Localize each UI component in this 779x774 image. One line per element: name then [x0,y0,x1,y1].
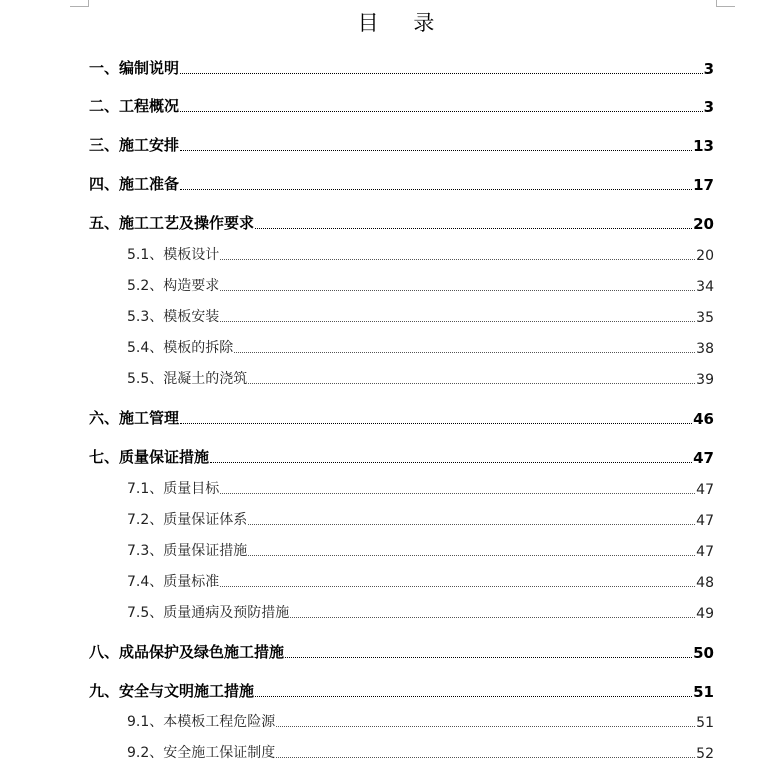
toc-subentry[interactable] [127,275,714,295]
toc-entry-label: 六、施工管理 [89,409,180,427]
toc-page-number: 3 [703,98,714,116]
toc-entry-label: 五、施工工艺及操作要求 [89,214,255,232]
toc-entry-label: 一、编制说明 [89,59,180,77]
toc-subentry[interactable] [127,540,714,560]
toc-leader-dots [220,320,695,322]
toc-page-number: 34 [696,279,714,295]
toc-leader-dots [220,289,695,291]
toc-leader-dots [255,227,692,229]
toc-page-number: 49 [696,606,714,622]
toc-page-number: 35 [696,310,714,326]
toc-entry-label: 5.4、模板的拆除 [127,340,234,356]
toc-subentry[interactable] [127,306,714,326]
toc-entry-label: 7.2、质量保证体系 [127,512,248,528]
toc-page-number: 47 [696,544,714,560]
toc-page-number: 51 [693,683,714,701]
toc-page-number: 20 [696,248,714,264]
toc-entry-label: 7.3、质量保证措施 [127,543,248,559]
toc-entry-label: 八、成品保护及绿色施工措施 [89,643,285,661]
toc-entry[interactable] [89,446,714,467]
toc-subentry[interactable] [127,571,714,591]
page-corner-mark-left [70,0,89,7]
toc-leader-dots [210,461,692,463]
toc-entry[interactable] [89,212,714,233]
toc-leader-dots [285,656,692,658]
toc-leader-dots [180,422,692,424]
toc-leader-dots [220,585,695,587]
toc-entry-label: 7.1、质量目标 [127,481,220,497]
toc-subentry[interactable] [127,509,714,529]
toc-page-number: 48 [696,575,714,591]
toc-subentry[interactable] [127,368,714,388]
toc-entry-label: 5.2、构造要求 [127,278,220,294]
toc-leader-dots [180,110,703,112]
toc-page-number: 17 [693,176,714,194]
toc-subentry[interactable] [127,337,714,357]
toc-entry-label: 5.5、混凝土的浇筑 [127,371,248,387]
toc-entry-label: 9.1、本模板工程危险源 [127,714,276,730]
toc-entry[interactable] [89,641,714,662]
toc-entry-label: 7.5、质量通病及预防措施 [127,605,290,621]
toc-entry-label: 七、质量保证措施 [89,448,210,466]
toc-leader-dots [180,149,692,151]
toc-entry-label: 三、施工安排 [89,136,180,154]
toc-leader-dots [276,725,695,727]
toc-leader-dots [180,72,703,74]
toc-entry-label: 5.3、模板安装 [127,309,220,325]
toc-subentry[interactable] [127,244,714,264]
toc-leader-dots [234,351,695,353]
toc-entry[interactable] [89,134,714,155]
toc-page-number: 13 [693,137,714,155]
toc-title-char: 录 [413,11,435,35]
toc-leader-dots [180,188,692,190]
toc-entry-label: 5.1、模板设计 [127,247,220,263]
toc-page-number: 39 [696,372,714,388]
toc-subentry[interactable] [127,711,714,731]
toc-page-number: 20 [693,215,714,233]
toc-entry[interactable] [89,57,714,78]
toc-subentry[interactable] [127,478,714,498]
toc-entry-label: 四、施工准备 [89,175,180,193]
toc-subentry[interactable] [127,742,714,762]
toc-page-number: 47 [696,513,714,529]
toc-page-number: 47 [693,449,714,467]
toc-leader-dots [255,695,692,697]
toc-leader-dots [220,492,695,494]
toc-page-number: 3 [703,60,714,78]
toc-entry-label: 7.4、质量标准 [127,574,220,590]
toc-leader-dots [248,382,695,384]
toc-page-number: 51 [696,715,714,731]
page-corner-mark-right [716,0,735,7]
toc-leader-dots [290,616,695,618]
toc-title-char: 目 [357,11,379,35]
toc-entry-label: 9.2、安全施工保证制度 [127,745,276,761]
toc-entry[interactable] [89,680,714,701]
toc-page-number: 46 [693,410,714,428]
toc-page-number: 47 [696,482,714,498]
toc-leader-dots [248,554,695,556]
toc-leader-dots [220,258,695,260]
toc-entry[interactable] [89,95,714,116]
toc-title [0,7,779,37]
toc-page-number: 38 [696,341,714,357]
toc-entry[interactable] [89,173,714,194]
toc-entry-label: 九、安全与文明施工措施 [89,682,255,700]
toc-entry[interactable] [89,407,714,428]
toc-page-number: 52 [696,746,714,762]
toc-leader-dots [248,523,695,525]
toc-page-number: 50 [693,644,714,662]
toc-subentry[interactable] [127,602,714,622]
toc-leader-dots [276,756,695,758]
toc-entry-label: 二、工程概况 [89,97,180,115]
